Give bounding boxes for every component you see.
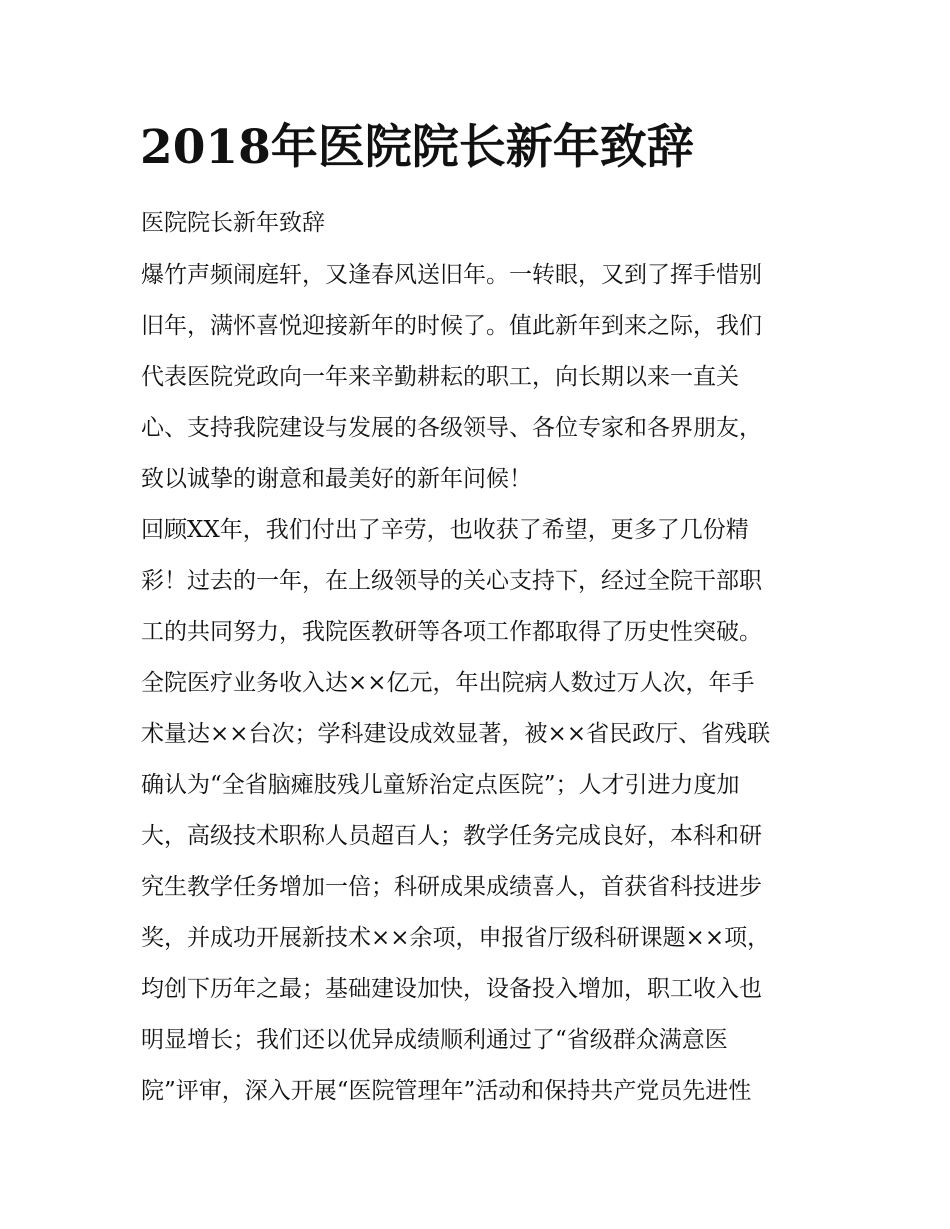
body-line: 全院医疗业务收入达××亿元，年出院病人数过万人次，年手 [141, 670, 755, 696]
document-subtitle: 医院院长新年致辞 [141, 210, 325, 236]
document-title: 2018年医院院长新年致辞 [140, 120, 694, 175]
body-line: 术量达××台次；学科建设成效显著，被××省民政厅、省残联 [141, 721, 771, 747]
body-line: 奖，并成功开展新技术××余项，申报省厅级科研课题××项， [141, 925, 771, 951]
body-line: 确认为“全省脑瘫肢残儿童矫治定点医院”；人才引进力度加 [141, 772, 740, 798]
body-line: 究生教学任务增加一倍；科研成果成绩喜人，首获省科技进步 [141, 874, 762, 900]
body-line: 工的共同努力，我院医教研等各项工作都取得了历史性突破。 [141, 619, 762, 645]
body-line: 大，高级技术职称人员超百人；教学任务完成良好，本科和研 [141, 823, 762, 849]
body-line: 代表医院党政向一年来辛勤耕耘的职工，向长期以来一直关 [141, 364, 739, 390]
body-line: 彩！过去的一年，在上级领导的关心支持下，经过全院干部职 [141, 568, 762, 594]
body-line: 均创下历年之最；基础建设加快，设备投入增加，职工收入也 [141, 976, 762, 1002]
body-line: 回顾XX年，我们付出了辛劳，也收获了希望，更多了几份精 [141, 517, 749, 543]
body-line: 爆竹声频闹庭轩，又逢春风送旧年。一转眼，又到了挥手惜别 [141, 262, 762, 288]
body-line: 心、支持我院建设与发展的各级领导、各位专家和各界朋友， [141, 415, 762, 441]
body-line: 明显增长；我们还以优异成绩顺利通过了“省级群众满意医 [141, 1027, 728, 1053]
body-line: 旧年，满怀喜悦迎接新年的时候了。值此新年到来之际，我们 [141, 313, 762, 339]
body-line: 院”评审，深入开展“医院管理年”活动和保持共产党员先进性 [141, 1078, 752, 1104]
body-line: 致以诚挚的谢意和最美好的新年问候！ [141, 466, 532, 492]
